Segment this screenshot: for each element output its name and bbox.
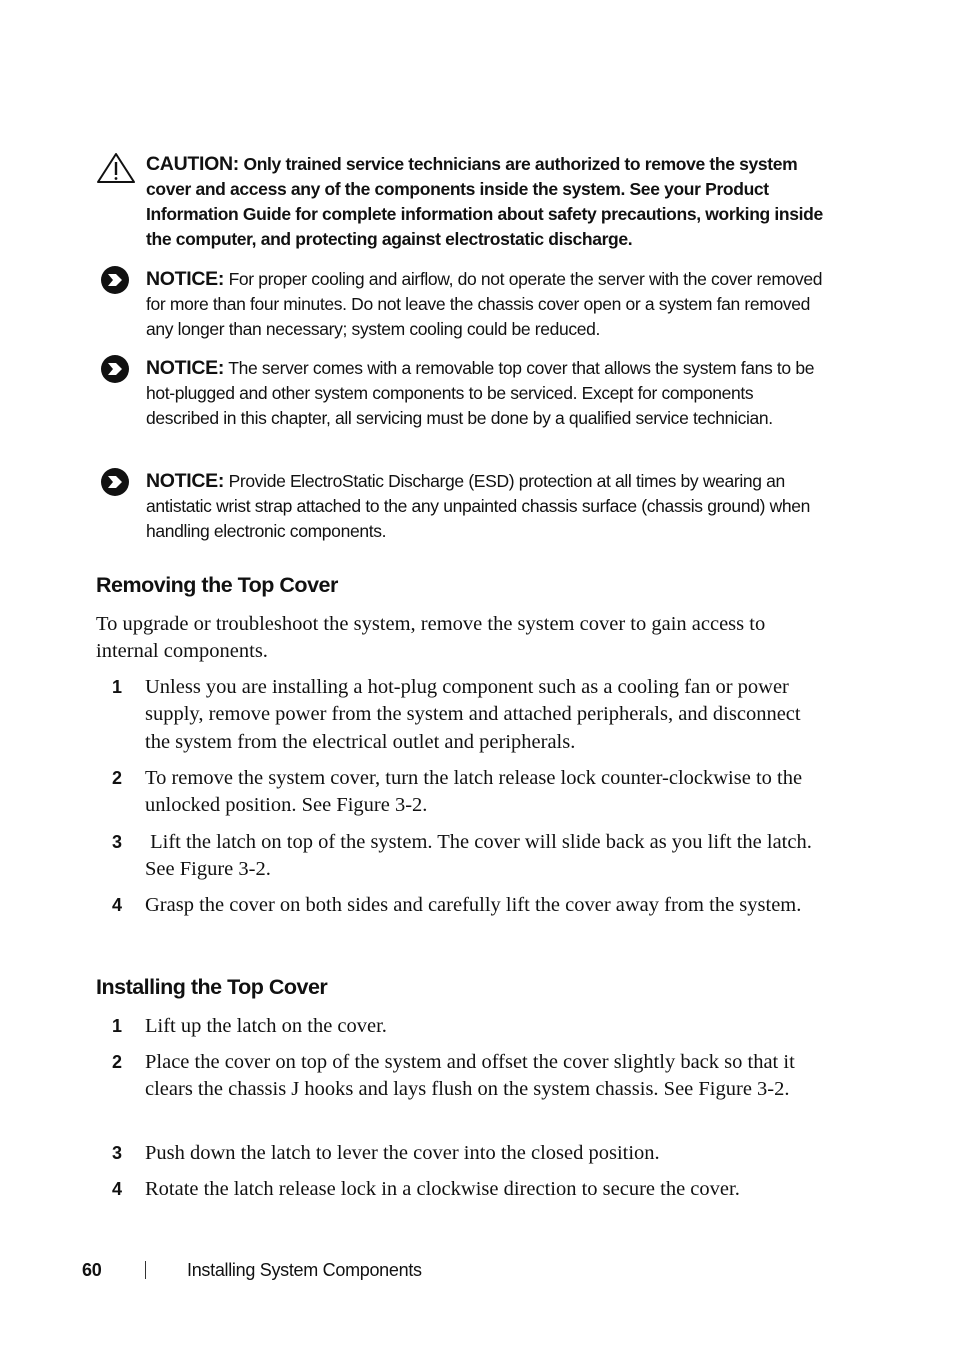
step-number: 1: [112, 677, 123, 697]
notice-arrow-icon: [96, 265, 136, 305]
step-text: Lift up the latch on the cover.: [145, 1015, 387, 1037]
installing-step-3: [96, 1140, 826, 1167]
notice-label: NOTICE:: [146, 470, 225, 492]
notice-label: NOTICE:: [146, 268, 225, 290]
installing-step-1: [96, 1013, 826, 1040]
notice-cooling: [96, 267, 826, 342]
step-text: Lift the latch on top of the system. The cover will slide back as you lift the latch. See Figure 3-2.: [145, 831, 817, 881]
step-number: 4: [112, 895, 123, 915]
notice-arrow-icon: [96, 354, 136, 394]
notice-text: For proper cooling and airflow, do not operate the server with the cover removed for more than four minutes. Do not leave the chassis cover open or a system fan removed any longer than necessary; system cooling could be reduced.: [146, 269, 823, 339]
step-text: Push down the latch to lever the cover into the closed position.: [145, 1142, 660, 1164]
footer-divider: [145, 1261, 146, 1279]
page-number: 60: [82, 1260, 102, 1280]
notice-text: The server comes with a removable top cover that allows the system fans to be hot-plugged and other system components to be serviced. Except for components described in this chapter, all servicing must be done by a qualified service technician.: [146, 358, 815, 428]
caution-text: Only trained service technicians are authorized to remove the system cover and access any of the components inside the system. See your Product Information Guide for complete information about safety precautions, working inside the computer, and protecting against electrostatic discharge.: [146, 154, 823, 249]
step-number: 3: [112, 1143, 123, 1163]
step-text: Unless you are installing a hot-plug component such as a cooling fan or power supply, remove power from the system and attached peripherals, and disconnect the system from the electrical outlet and peripherals.: [145, 676, 801, 753]
installing-step-4: [96, 1176, 826, 1203]
removing-step-2: [96, 765, 826, 820]
removing-step-1: [96, 674, 826, 756]
footer-section-title: Installing System Components: [187, 1260, 422, 1280]
removing-step-4: [96, 892, 826, 919]
step-text: Rotate the latch release lock in a clockwise direction to secure the cover.: [145, 1178, 740, 1200]
step-number: 2: [112, 768, 123, 788]
notice-text: Provide ElectroStatic Discharge (ESD) protection at all times by wearing an antistatic wrist strap attached to the any unpainted chassis surface (chassis ground) when handling electronic components.: [146, 471, 811, 541]
step-number: 3: [112, 832, 123, 852]
step-text: Place the cover on top of the system and offset the cover slightly back so that it clears the chassis J hooks and lays flush on the system chassis. See Figure 3-2.: [145, 1051, 795, 1101]
warning-triangle-icon: [96, 152, 136, 192]
notice-arrow-icon: [96, 467, 136, 507]
notice-label: NOTICE:: [146, 357, 225, 379]
step-text: To remove the system cover, turn the latch release lock counter-clockwise to the unlocked position. See Figure 3-2.: [145, 767, 803, 817]
caution-note: [96, 152, 826, 252]
step-text: Grasp the cover on both sides and carefully lift the cover away from the system.: [145, 894, 802, 916]
heading-removing-top-cover: Removing the Top Cover: [96, 573, 338, 597]
caution-label: CAUTION:: [146, 153, 239, 175]
notice-removable-cover: [96, 356, 826, 431]
notice-esd: [96, 469, 826, 544]
installing-step-2: [96, 1049, 826, 1104]
heading-installing-top-cover: Installing the Top Cover: [96, 975, 328, 999]
step-number: 1: [112, 1016, 123, 1036]
removing-step-3: [96, 829, 826, 884]
step-number: 2: [112, 1052, 123, 1072]
step-number: 4: [112, 1179, 123, 1199]
removing-intro: To upgrade or troubleshoot the system, remove the system cover to gain access to internal components.: [96, 613, 766, 663]
